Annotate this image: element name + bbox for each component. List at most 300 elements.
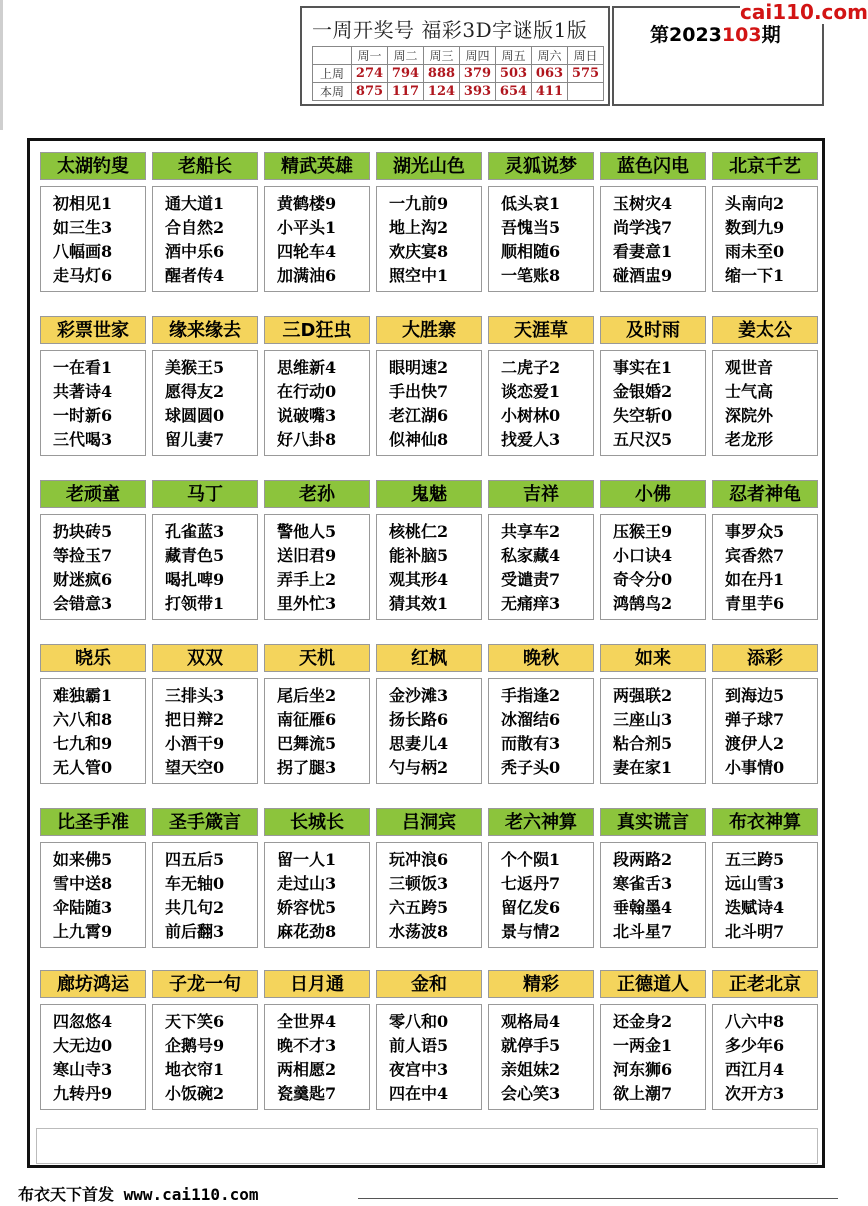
riddle-line: 加满油6 <box>277 266 337 285</box>
riddle-line: 事实在1 <box>613 358 673 377</box>
riddle-line: 好八卦8 <box>277 430 337 449</box>
riddle-body <box>264 842 370 948</box>
riddle-body <box>40 678 146 784</box>
riddle-body <box>152 842 258 948</box>
riddle-body <box>264 1004 370 1110</box>
riddle-cell <box>40 316 146 449</box>
riddle-line: 打领带1 <box>165 594 225 613</box>
riddle-body <box>376 186 482 292</box>
riddle-line: 四在中4 <box>389 1084 449 1103</box>
riddle-author: 晚秋 <box>488 644 594 672</box>
riddle-author: 吕洞宾 <box>376 808 482 836</box>
riddle-line: 段两路2 <box>613 850 673 869</box>
riddle-author: 姜太公 <box>712 316 818 344</box>
riddle-body <box>488 350 594 456</box>
riddle-cell <box>600 152 706 285</box>
result-number: 411 <box>532 83 568 101</box>
riddle-cell <box>600 644 706 777</box>
riddle-line: 八幅画8 <box>53 242 113 261</box>
riddle-line: 一两金1 <box>613 1036 673 1055</box>
riddle-body <box>712 1004 818 1110</box>
issue-digits: 103 <box>721 24 762 46</box>
riddle-cell <box>376 480 482 613</box>
riddle-line: 多少年6 <box>725 1036 785 1055</box>
riddle-line: 南征雁6 <box>277 710 337 729</box>
riddle-line: 走马灯6 <box>53 266 113 285</box>
riddle-body <box>40 186 146 292</box>
riddle-line: 而散有3 <box>501 734 561 753</box>
riddle-line: 核桃仁2 <box>389 522 449 541</box>
riddle-body <box>600 350 706 456</box>
left-edge <box>0 0 3 130</box>
result-number: 124 <box>424 83 460 101</box>
riddle-line: 看妻意1 <box>613 242 673 261</box>
result-number: 274 <box>352 65 388 83</box>
riddle-line: 小事情0 <box>725 758 785 777</box>
riddle-line: 如来佛5 <box>53 850 113 869</box>
riddle-cell <box>40 152 146 285</box>
riddle-line: 水荡波8 <box>389 922 449 941</box>
riddle-line: 士气高 <box>725 382 774 401</box>
riddle-body <box>40 1004 146 1110</box>
riddle-line: 北斗明7 <box>725 922 785 941</box>
riddle-line: 亲姐妹2 <box>501 1060 561 1079</box>
riddle-cell <box>152 480 258 613</box>
riddle-cell <box>712 808 818 941</box>
riddle-cell <box>600 808 706 941</box>
result-number: 575 <box>568 65 604 83</box>
riddle-body <box>712 514 818 620</box>
riddle-line: 初相见1 <box>53 194 113 213</box>
riddle-author: 布衣神算 <box>712 808 818 836</box>
riddle-line: 妻在家1 <box>613 758 673 777</box>
riddle-author: 鬼魅 <box>376 480 482 508</box>
riddle-line: 小口诀4 <box>613 546 673 565</box>
riddle-line: 警他人5 <box>277 522 337 541</box>
riddle-line: 扔块砖5 <box>53 522 113 541</box>
riddle-line: 小饭碗2 <box>165 1084 225 1103</box>
riddle-line: 前后翻3 <box>165 922 225 941</box>
riddle-line: 前人语5 <box>389 1036 449 1055</box>
riddle-line: 小平头1 <box>277 218 337 237</box>
day-header: 周四 <box>460 47 496 65</box>
riddle-line: 扬长路6 <box>389 710 449 729</box>
riddle-body <box>488 678 594 784</box>
riddle-body <box>488 514 594 620</box>
riddle-line: 金沙滩3 <box>389 686 449 705</box>
result-number <box>568 83 604 101</box>
riddle-line: 观其形4 <box>389 570 449 589</box>
riddle-line: 迭赋诗4 <box>725 898 785 917</box>
riddle-line: 手指逢2 <box>501 686 561 705</box>
riddle-line: 三排头3 <box>165 686 225 705</box>
riddle-cell <box>712 970 818 1103</box>
riddle-line: 企鹅号9 <box>165 1036 225 1055</box>
riddle-line: 四轮车4 <box>277 242 337 261</box>
riddle-line: 压猴王9 <box>613 522 673 541</box>
day-header: 周五 <box>496 47 532 65</box>
riddle-line: 车无轴0 <box>165 874 225 893</box>
riddle-line: 把日辩2 <box>165 710 225 729</box>
blank-note-box <box>36 1128 818 1164</box>
riddle-line: 眼明速2 <box>389 358 449 377</box>
riddle-line: 河东狮6 <box>613 1060 673 1079</box>
result-number: 654 <box>496 83 532 101</box>
riddle-cell <box>488 316 594 449</box>
riddle-author: 天机 <box>264 644 370 672</box>
riddle-line: 在行动0 <box>277 382 337 401</box>
riddle-author: 吉祥 <box>488 480 594 508</box>
footer-rule <box>358 1198 838 1199</box>
riddle-line: 全世界4 <box>277 1012 337 1031</box>
riddle-cell <box>264 480 370 613</box>
riddle-line: 青里芋6 <box>725 594 785 613</box>
riddle-author: 彩票世家 <box>40 316 146 344</box>
riddle-line: 次开方3 <box>725 1084 785 1103</box>
riddle-line: 六五跨5 <box>389 898 449 917</box>
riddle-body <box>376 842 482 948</box>
riddle-line: 喝扎啤9 <box>165 570 225 589</box>
week-results-table <box>312 46 604 101</box>
riddle-line: 奇令分0 <box>613 570 673 589</box>
riddle-line: 玉树灾4 <box>613 194 673 213</box>
riddle-line: 六八和8 <box>53 710 113 729</box>
riddle-line: 地衣帘1 <box>165 1060 225 1079</box>
riddle-cell <box>600 480 706 613</box>
riddle-line: 老龙形 <box>725 430 774 449</box>
day-header: 周日 <box>568 47 604 65</box>
riddle-line: 酒中乐6 <box>165 242 225 261</box>
riddle-line: 愿得友2 <box>165 382 225 401</box>
riddle-line: 晚不才3 <box>277 1036 337 1055</box>
riddle-cell <box>712 644 818 777</box>
riddle-body <box>152 350 258 456</box>
riddle-line: 小树林0 <box>501 406 561 425</box>
riddle-line: 西江月4 <box>725 1060 785 1079</box>
riddle-line: 鸿鹄鸟2 <box>613 594 673 613</box>
riddle-body <box>600 678 706 784</box>
riddle-author: 添彩 <box>712 644 818 672</box>
issue-prefix: 第2023 <box>650 24 722 46</box>
riddle-cell <box>488 480 594 613</box>
riddle-line: 说破嘴3 <box>277 406 337 425</box>
riddle-cell <box>376 644 482 777</box>
riddle-line: 受谴责7 <box>501 570 561 589</box>
riddle-line: 留亿发6 <box>501 898 561 917</box>
riddle-body <box>712 186 818 292</box>
riddle-line: 零八和0 <box>389 1012 449 1031</box>
riddle-author: 双双 <box>152 644 258 672</box>
riddle-line: 观格局4 <box>501 1012 561 1031</box>
riddle-line: 老江湖6 <box>389 406 449 425</box>
riddle-cell <box>264 808 370 941</box>
corner-cell <box>313 47 352 65</box>
riddle-line: 巴舞流5 <box>277 734 337 753</box>
riddle-line: 伞陆随3 <box>53 898 113 917</box>
riddle-author: 子龙一句 <box>152 970 258 998</box>
riddle-author: 正德道人 <box>600 970 706 998</box>
days-row <box>313 47 604 65</box>
riddle-line: 共著诗4 <box>53 382 113 401</box>
riddle-body <box>488 186 594 292</box>
riddle-line: 地上沟2 <box>389 218 449 237</box>
result-number: 393 <box>460 83 496 101</box>
riddle-line: 垂翰墨4 <box>613 898 673 917</box>
riddle-line: 里外忙3 <box>277 594 337 613</box>
riddle-line: 就停手5 <box>501 1036 561 1055</box>
riddle-line: 大无边0 <box>53 1036 113 1055</box>
riddle-line: 似神仙8 <box>389 430 449 449</box>
riddle-line: 共享车2 <box>501 522 561 541</box>
riddle-line: 一在看1 <box>53 358 113 377</box>
riddle-line: 留儿妻7 <box>165 430 225 449</box>
result-number: 888 <box>424 65 460 83</box>
riddle-author: 日月通 <box>264 970 370 998</box>
riddle-cell <box>264 152 370 285</box>
riddle-cell <box>40 808 146 941</box>
riddle-cell <box>600 316 706 449</box>
riddle-line: 猜其效1 <box>389 594 449 613</box>
riddle-line: 深院外 <box>725 406 774 425</box>
riddle-body <box>376 350 482 456</box>
riddle-author: 正老北京 <box>712 970 818 998</box>
riddle-author: 北京千艺 <box>712 152 818 180</box>
riddle-cell <box>264 316 370 449</box>
riddle-author: 老孙 <box>264 480 370 508</box>
riddle-cell <box>488 808 594 941</box>
result-number: 794 <box>388 65 424 83</box>
riddle-line: 会错意3 <box>53 594 113 613</box>
riddle-line: 思维新4 <box>277 358 337 377</box>
riddle-line: 财迷疯6 <box>53 570 113 589</box>
riddle-line: 欢庆宴8 <box>389 242 449 261</box>
riddle-cell <box>40 644 146 777</box>
riddle-author: 忍者神龟 <box>712 480 818 508</box>
issue-number <box>650 20 781 47</box>
riddle-cell <box>264 970 370 1103</box>
riddle-body <box>600 514 706 620</box>
riddle-cell <box>712 480 818 613</box>
riddle-cell <box>152 644 258 777</box>
issue-suffix: 期 <box>761 24 781 46</box>
riddle-line: 七九和9 <box>53 734 113 753</box>
riddle-body <box>152 678 258 784</box>
riddle-line: 尾后坐2 <box>277 686 337 705</box>
riddle-body <box>488 1004 594 1110</box>
riddle-author: 精彩 <box>488 970 594 998</box>
riddle-line: 弄手上2 <box>277 570 337 589</box>
riddle-line: 瓷羹匙7 <box>277 1084 337 1103</box>
riddle-line: 夜宫中3 <box>389 1060 449 1079</box>
riddle-line: 二虎子2 <box>501 358 561 377</box>
riddle-line: 尚学浅7 <box>613 218 673 237</box>
riddle-author: 大胜寨 <box>376 316 482 344</box>
riddle-line: 难独霸1 <box>53 686 113 705</box>
riddle-line: 勺与柄2 <box>389 758 449 777</box>
riddle-line: 合自然2 <box>165 218 225 237</box>
this-week-label: 本周 <box>313 83 352 101</box>
riddle-line: 两强联2 <box>613 686 673 705</box>
riddle-line: 失空斩0 <box>613 406 673 425</box>
riddle-body <box>376 514 482 620</box>
riddle-cell <box>264 644 370 777</box>
riddle-cell <box>376 152 482 285</box>
riddle-line: 弹子球7 <box>725 710 785 729</box>
riddle-author: 如来 <box>600 644 706 672</box>
day-header: 周二 <box>388 47 424 65</box>
riddle-line: 一笔账8 <box>501 266 561 285</box>
riddle-line: 碰酒盅9 <box>613 266 673 285</box>
last-week-row <box>313 65 604 83</box>
riddle-line: 娇容忧5 <box>277 898 337 917</box>
riddle-line: 找爱人3 <box>501 430 561 449</box>
riddle-body <box>488 842 594 948</box>
riddle-body <box>40 514 146 620</box>
riddle-cell <box>712 152 818 285</box>
riddle-body <box>376 1004 482 1110</box>
riddle-author: 老六神算 <box>488 808 594 836</box>
riddle-line: 两相愿2 <box>277 1060 337 1079</box>
riddle-cell <box>488 152 594 285</box>
riddle-cell <box>488 644 594 777</box>
day-header: 周一 <box>352 47 388 65</box>
riddle-cell <box>600 970 706 1103</box>
riddle-cell <box>40 970 146 1103</box>
riddle-line: 走过山3 <box>277 874 337 893</box>
riddle-line: 事罗众5 <box>725 522 785 541</box>
riddle-line: 三代喝3 <box>53 430 113 449</box>
riddle-body <box>40 350 146 456</box>
riddle-author: 圣手箴言 <box>152 808 258 836</box>
riddle-author: 晓乐 <box>40 644 146 672</box>
riddle-line: 冰溜结6 <box>501 710 561 729</box>
riddle-line: 望天空0 <box>165 758 225 777</box>
riddle-line: 无人管0 <box>53 758 113 777</box>
result-number: 379 <box>460 65 496 83</box>
riddle-line: 思妻儿4 <box>389 734 449 753</box>
riddle-line: 还金身2 <box>613 1012 673 1031</box>
riddle-body <box>600 842 706 948</box>
riddle-author: 马丁 <box>152 480 258 508</box>
riddle-cell <box>488 970 594 1103</box>
riddle-line: 渡伊人2 <box>725 734 785 753</box>
riddle-line: 藏青色5 <box>165 546 225 565</box>
riddle-body <box>264 514 370 620</box>
riddle-body <box>264 678 370 784</box>
riddle-line: 低头哀1 <box>501 194 561 213</box>
riddle-author: 蓝色闪电 <box>600 152 706 180</box>
riddle-line: 欲上潮7 <box>613 1084 673 1103</box>
riddle-author: 精武英雄 <box>264 152 370 180</box>
riddle-line: 球圆圆0 <box>165 406 225 425</box>
riddle-line: 孔雀蓝3 <box>165 522 225 541</box>
riddle-body <box>600 186 706 292</box>
riddle-line: 谈恋爱1 <box>501 382 561 401</box>
result-number: 117 <box>388 83 424 101</box>
riddle-line: 如三生3 <box>53 218 113 237</box>
riddle-author: 小佛 <box>600 480 706 508</box>
riddle-cell <box>152 970 258 1103</box>
result-number: 063 <box>532 65 568 83</box>
riddle-line: 如在丹1 <box>725 570 785 589</box>
riddle-line: 通大道1 <box>165 194 225 213</box>
riddle-line: 景与情2 <box>501 922 561 941</box>
result-number: 875 <box>352 83 388 101</box>
riddle-line: 一九前9 <box>389 194 449 213</box>
riddle-line: 玩冲浪6 <box>389 850 449 869</box>
riddle-body <box>376 678 482 784</box>
riddle-author: 比圣手准 <box>40 808 146 836</box>
riddle-author: 廊坊鸿运 <box>40 970 146 998</box>
last-week-label: 上周 <box>313 65 352 83</box>
riddle-line: 四五后5 <box>165 850 225 869</box>
riddle-author: 老船长 <box>152 152 258 180</box>
riddle-author: 灵狐说梦 <box>488 152 594 180</box>
riddle-cell <box>376 808 482 941</box>
riddle-author: 天涯草 <box>488 316 594 344</box>
riddle-body <box>152 186 258 292</box>
riddle-author: 红枫 <box>376 644 482 672</box>
day-header: 周三 <box>424 47 460 65</box>
riddle-line: 留一人1 <box>277 850 337 869</box>
this-week-row <box>313 83 604 101</box>
header-title: 一周开奖号 福彩3D字谜版1版 <box>312 18 588 42</box>
riddle-body <box>712 678 818 784</box>
riddle-line: 数到九9 <box>725 218 785 237</box>
riddle-cell <box>152 152 258 285</box>
riddle-cell <box>40 480 146 613</box>
riddle-line: 寒雀舌3 <box>613 874 673 893</box>
riddle-author: 三D狂虫 <box>264 316 370 344</box>
riddle-line: 共几句2 <box>165 898 225 917</box>
riddle-line: 粘合剂5 <box>613 734 673 753</box>
riddle-author: 太湖钓叟 <box>40 152 146 180</box>
riddle-line: 照空中1 <box>389 266 449 285</box>
riddle-cell <box>152 316 258 449</box>
riddle-author: 真实谎言 <box>600 808 706 836</box>
riddle-line: 送旧君9 <box>277 546 337 565</box>
riddle-line: 远山雪3 <box>725 874 785 893</box>
riddle-line: 吾愧当5 <box>501 218 561 237</box>
riddle-author: 湖光山色 <box>376 152 482 180</box>
riddle-line: 一时新6 <box>53 406 113 425</box>
riddle-body <box>712 842 818 948</box>
riddle-cell <box>152 808 258 941</box>
result-number: 503 <box>496 65 532 83</box>
footer-text: 布衣天下首发 www.cai110.com <box>18 1185 259 1204</box>
riddle-line: 到海边5 <box>725 686 785 705</box>
riddle-line: 八六中8 <box>725 1012 785 1031</box>
riddle-body <box>264 350 370 456</box>
riddle-body <box>40 842 146 948</box>
riddle-author: 缘来缘去 <box>152 316 258 344</box>
riddle-cell <box>376 316 482 449</box>
riddle-line: 寒山寺3 <box>53 1060 113 1079</box>
riddle-line: 天下笑6 <box>165 1012 225 1031</box>
riddle-line: 五尺汉5 <box>613 430 673 449</box>
riddle-line: 个个陨1 <box>501 850 561 869</box>
riddle-line: 美猴王5 <box>165 358 225 377</box>
riddle-cell <box>376 970 482 1103</box>
riddle-line: 四忽悠4 <box>53 1012 113 1031</box>
riddle-line: 麻花劲8 <box>277 922 337 941</box>
riddle-line: 宾香然7 <box>725 546 785 565</box>
site-badge: cai110.com <box>740 0 868 24</box>
riddle-line: 上九霄9 <box>53 922 113 941</box>
riddle-line: 九转丹9 <box>53 1084 113 1103</box>
riddle-line: 七返丹7 <box>501 874 561 893</box>
riddle-author: 老顽童 <box>40 480 146 508</box>
